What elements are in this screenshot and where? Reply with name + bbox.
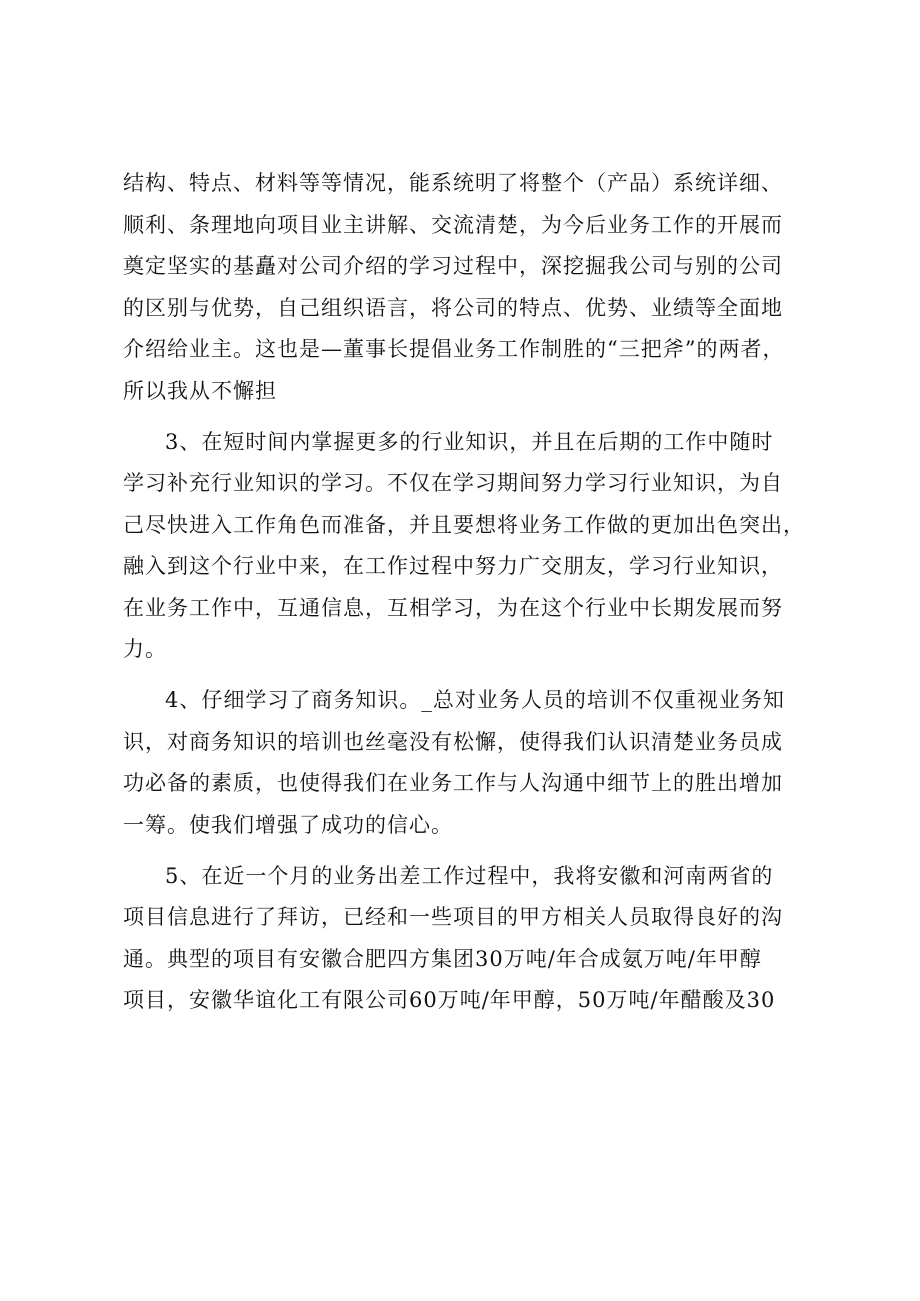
text-line: 顺利、条理地向项目业主讲解、交流清楚，为今后业务工作的开展而 xyxy=(123,213,783,237)
text-line: 己尽快进入工作角色而准备，并且要想将业务工作做的更加出色突出， xyxy=(123,513,805,537)
text-line: 识，对商务知识的培训也丝毫没有松懈，使得我们认识清楚业务员成 xyxy=(123,730,783,754)
text-line: 5、在近一个月的业务出差工作过程中，我将安徽和河南两省的 xyxy=(165,864,774,888)
text-line: 结构、特点、材料等等情况，能系统明了将整个（产品）系统详细、 xyxy=(123,171,783,195)
text-line: 介绍给业主。这也是—董事长提倡业务工作制胜的“三把斧”的两者， xyxy=(123,337,785,361)
text-line: 在业务工作中，互通信息，互相学习，为在这个行业中长期发展而努 xyxy=(123,596,783,620)
text-line: 力。 xyxy=(123,637,167,661)
text-line: 功必备的素质，也使得我们在业务工作与人沟通中细节上的胜出增加 xyxy=(123,771,783,795)
text-line: 3、在短时间内掌握更多的行业知识，并且在后期的工作中随时 xyxy=(165,430,774,454)
text-line: 项目，安徽华谊化工有限公司60万吨/年甲醇，50万吨/年醋酸及30 xyxy=(123,988,776,1012)
text-line: 通。典型的项目有安徽合肥四方集团30万吨/年合成氨万吨/年甲醇 xyxy=(123,947,762,971)
text-line: 奠定坚实的基矗对公司介绍的学习过程中，深挖掘我公司与别的公司 xyxy=(123,254,783,278)
text-line: 所以我从不懈担 xyxy=(123,379,277,403)
text-line: 一筹。使我们增强了成功的信心。 xyxy=(123,813,453,837)
text-line: 学习补充行业知识的学习。不仅在学习期间努力学习行业知识，为自 xyxy=(123,471,783,495)
text-line: 4、仔细学习了商务知识。_总对业务人员的培训不仅重视业务知 xyxy=(165,688,785,712)
text-line: 融入到这个行业中来，在工作过程中努力广交朋友，学习行业知识， xyxy=(123,554,783,578)
text-line: 的区别与优势，自己组织语言，将公司的特点、优势、业绩等全面地 xyxy=(123,296,783,320)
text-line: 项目信息进行了拜访，已经和一些项目的甲方相关人员取得良好的沟 xyxy=(123,905,783,929)
